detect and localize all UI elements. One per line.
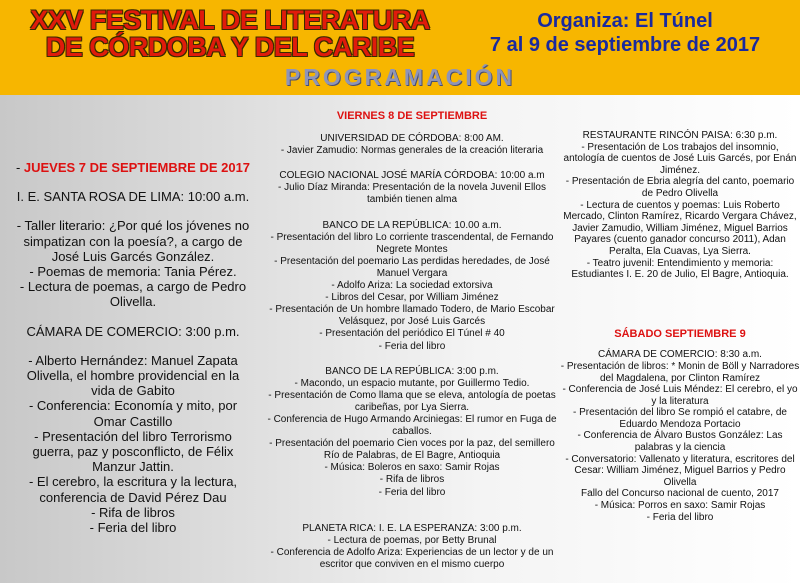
event-item: - Alberto Hernández: Manuel Zapata Olivella, el hombre providencial en la vida de Gabito [26,352,240,399]
event-item: - Conferencia de Adolfo Ariza: Experiencias de un lector y de un escritor que conviven en el mismo cuerpo [270,546,554,570]
venue-title: COLEGIO NACIONAL JOSÉ MARÍA CÓRDOBA: 10:00 a.m [279,170,545,182]
event-item: - Poemas de memoria: Tania Pérez. [29,264,237,280]
event-item: - Música: Porros en saxo: Samir Rojas [594,500,766,512]
venue-title: I. E. SANTA ROSA DE LIMA: 10:00 a.m. [16,189,250,205]
thursday-heading-row [14,160,252,175]
event-item: - Lectura de poemas, a cargo de Pedro Olivella. [19,279,247,310]
event-item: - Feria del libro [378,486,446,498]
event-item: - Conferencia: Economía y mito, por Omar Castillo [28,398,238,429]
venue-title: CÁMARA DE COMERCIO: 8:30 a.m. [598,349,762,361]
thursday-heading: JUEVES 7 DE SEPTIEMBRE DE 2017 [23,160,251,175]
event-item: - Feria del libro [646,511,714,523]
event-item: - Adolfo Ariza: La sociedad extorsiva [331,280,493,292]
friday-heading: VIERNES 8 DE SEPTIEMBRE [336,110,488,122]
friday-column [262,110,562,571]
event-item: - Conferencia de José Luis Méndez: El cerebro, el yo y la literatura [562,384,798,407]
venue-title: RESTAURANTE RINCÓN PAISA: 6:30 p.m. [582,130,778,141]
heading-prefix: - [15,160,24,175]
event-item: - Presentación de Un hombre llamado Todero, de Mario Escobar Velásquez, por José Luis Garcés [269,304,555,328]
saturday-column [560,130,800,523]
event-item: - El cerebro, la escritura y la lectura, conferencia de David Pérez Dau [28,474,238,505]
event-item: - Macondo, un espacio mutante, por Guillermo Tedio. [294,377,530,389]
event-item: - Presentación de Ebria alegría del canto, poemario de Pedro Olivella [565,176,795,199]
event-item: - Música: Boleros en saxo: Samir Rojas [324,462,500,474]
event-item: - Rifa de libros [91,504,175,520]
festival-title-line2: DE CÓRDOBA Y DEL CARIBE [45,32,415,62]
event-item: - Presentación del periódico El Túnel # 40 [319,328,505,340]
festival-dates: 7 al 9 de septiembre de 2017 [489,34,761,56]
event-item: - Lectura de poemas, por Betty Brunal [327,534,497,546]
saturday-heading: SÁBADO SEPTIEMBRE 9 [614,327,746,340]
event-item: - Feria del libro [89,520,177,536]
venue-title: BANCO DE LA REPÚBLICA: 10.00 a.m. [322,219,502,231]
event-item: - Presentación del libro Se rompió el catabre, de Eduardo Mendoza Portacio [572,407,787,430]
event-item: - Taller literario: ¿Por qué los jóvenes no simpatizan con la poesía?, a cargo de José Luis Garcés González. [16,218,250,264]
event-item: - Presentación de Los trabajos del insomnio, antología de cuentos de José Luis Garcés, por Enán Jiménez. [563,141,797,176]
event-item: - Libros del Cesar, por William Jiménez [325,292,499,304]
event-item: - Presentación del libro Terrorismo guerra, paz y posconflicto, de Félix Manzur Jattin. [32,428,234,475]
event-item: Fallo del Concurso nacional de cuento, 2017 [581,488,779,500]
event-item: - Presentación de libros: * Monin de Böll y Narradores del Magdalena, por Clinton Ramírez [560,360,800,384]
event-item: - Presentación del libro Lo corriente trascendental, de Fernando Negrete Montes [270,231,554,255]
organizer-info [455,9,795,57]
event-item: - Teatro juvenil: Entendimiento y memoria: Estudiantes I. E. 20 de Julio, El Bagre, Antioquia. [571,257,789,281]
event-item: - Lectura de cuentos y poemas: Luis Roberto Mercado, Clinton Ramírez, Ricardo Vergara Chávez, Javier Zamudio, William Jiménez, Miguel Barrios Payares (cuento ganador concurso 2011), Adan Peralta, Ela Cuavas, Lya Sierra. [563,199,797,257]
program-title: PROGRAMACIÓN [284,64,516,90]
event-item: - Javier Zamudio: Normas generales de la creación literaria [280,145,544,157]
organizer-line: Organiza: El Túnel [537,10,713,32]
festival-title [20,7,440,61]
event-item: - Conferencia de Álvaro Bustos González: Las palabras y la ciencia [577,430,783,454]
event-item: - Feria del libro [378,340,446,352]
event-item: - Julio Díaz Miranda: Presentación de la novela Juvenil Ellos también tienen alma [278,182,546,206]
event-item: - Rifa de libros [379,474,445,486]
venue-title: CÁMARA DE COMERCIO: 3:00 p.m. [26,323,240,339]
thursday-column [14,160,252,535]
venue-title: UNIVERSIDAD DE CÓRDOBA: 8:00 AM. [320,133,504,145]
venue-title: PLANETA RICA: I. E. LA ESPERANZA: 3:00 p.m. [302,522,522,534]
festival-title-line1: XXV FESTIVAL DE LITERATURA [30,5,430,35]
event-item: - Conferencia de Hugo Armando Arciniegas: El rumor en Fuga de caballos. [267,413,557,438]
venue-title: BANCO DE LA REPÚBLICA: 3:00 p.m. [325,365,499,377]
event-item: - Presentación del poemario Cien voces por la paz, del semillero Río de Palabras, de El Bagre, Antioquia [269,438,555,462]
event-item: - Conversatorio: Vallenato y literatura, escritores del Cesar: William Jiménez, Miguel Barrios y Pedro Olivella [565,453,795,488]
event-item: - Presentación del poemario Las perdidas heredades, de José Manuel Vergara [274,255,550,279]
event-item: - Presentación de Como llama que se eleva, antología de poetas caribeñas, por Lya Sierra. [268,389,556,413]
